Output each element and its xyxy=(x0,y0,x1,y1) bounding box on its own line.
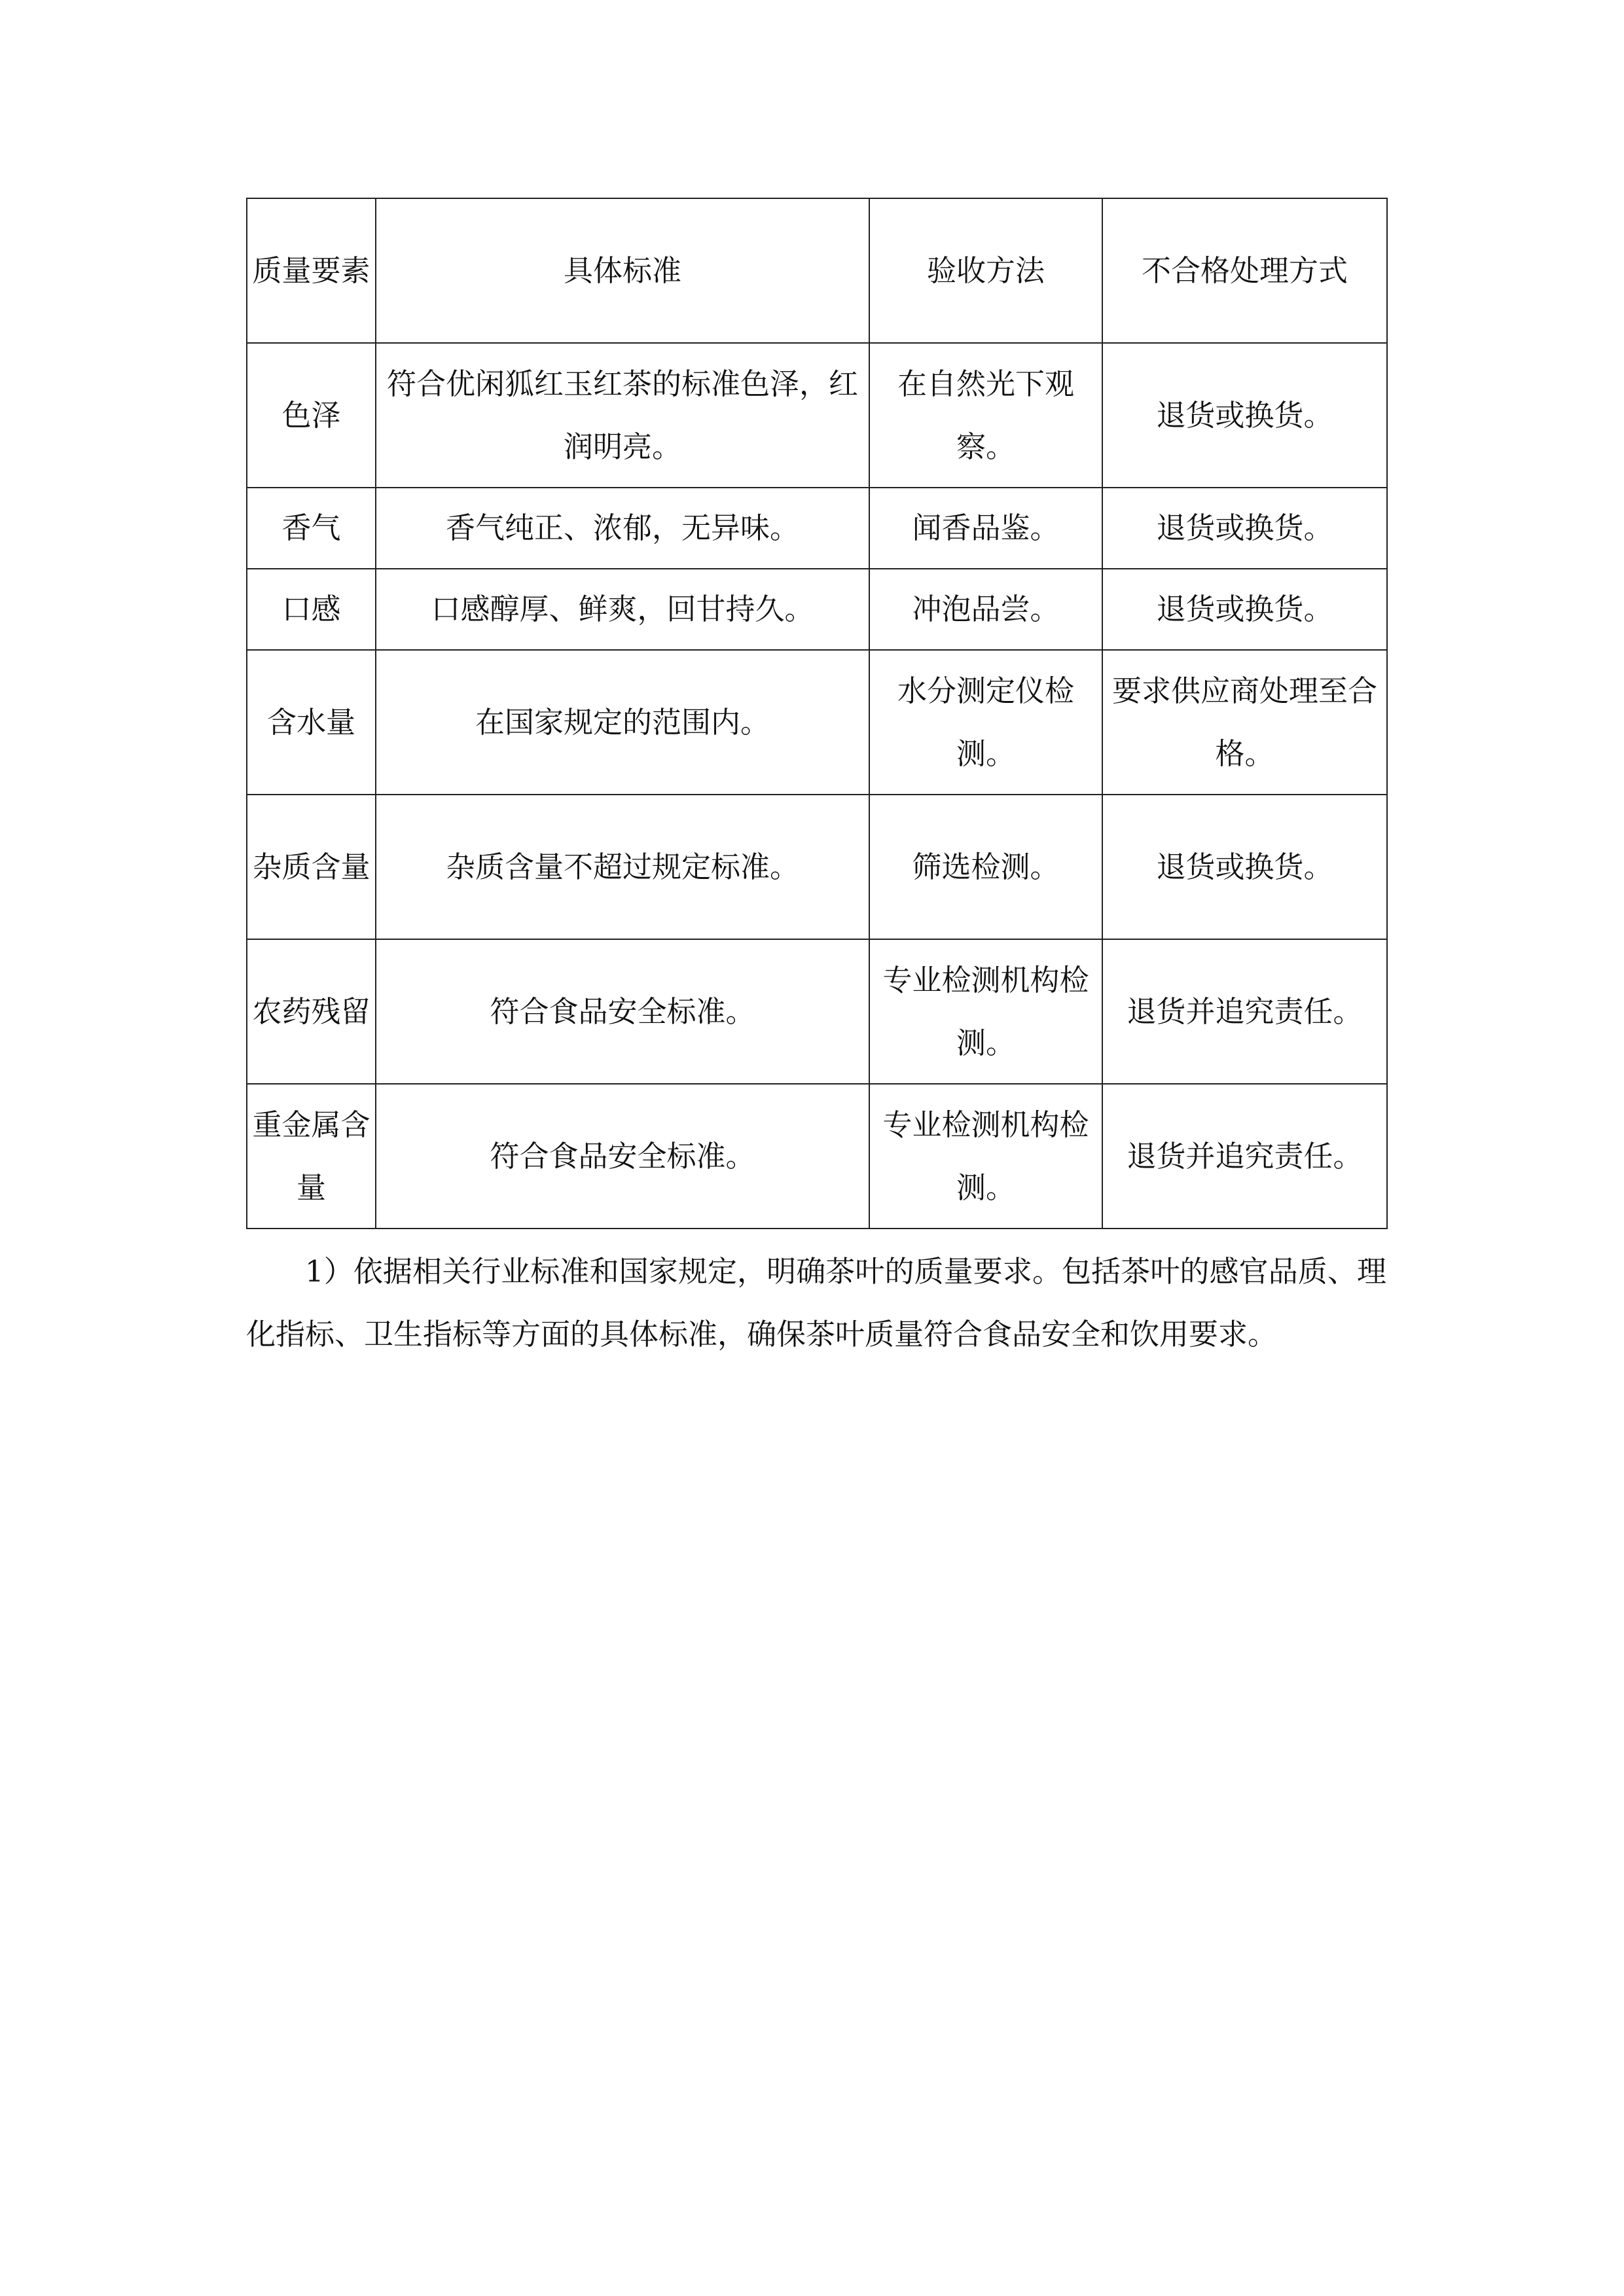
factor-cell: 含水量 xyxy=(247,650,376,795)
method-cell: 在自然光下观察。 xyxy=(869,343,1102,488)
action-cell: 退货并追究责任。 xyxy=(1102,939,1387,1084)
action-cell: 退货或换货。 xyxy=(1102,569,1387,650)
header-cell: 验收方法 xyxy=(869,198,1102,343)
factor-cell: 杂质含量 xyxy=(247,795,376,939)
method-cell: 专业检测机构检测。 xyxy=(869,1084,1102,1229)
body-paragraph: 1）依据相关行业标准和国家规定，明确茶叶的质量要求。包括茶叶的感官品质、理化指标、卫生指标等方面的具体标准，确保茶叶质量符合食品安全和饮用要求。 xyxy=(246,1254,1386,1352)
table-row xyxy=(247,1084,1387,1229)
header-cell: 具体标准 xyxy=(376,198,869,343)
action-cell: 退货或换货。 xyxy=(1102,488,1387,569)
factor-cell: 口感 xyxy=(247,569,376,650)
table-row xyxy=(247,795,1387,939)
header-cell: 不合格处理方式 xyxy=(1102,198,1387,343)
method-cell: 专业检测机构检测。 xyxy=(869,939,1102,1084)
table-row xyxy=(247,939,1387,1084)
action-cell: 要求供应商处理至合格。 xyxy=(1102,650,1387,795)
table-header-row xyxy=(247,198,1387,343)
factor-cell: 香气 xyxy=(247,488,376,569)
table-row xyxy=(247,343,1387,488)
standard-cell: 在国家规定的范围内。 xyxy=(376,650,869,795)
action-cell: 退货或换货。 xyxy=(1102,343,1387,488)
factor-cell: 重金属含量 xyxy=(247,1084,376,1229)
standard-cell: 符合食品安全标准。 xyxy=(376,1084,869,1229)
header-cell: 质量要素 xyxy=(247,198,376,343)
method-cell: 水分测定仪检测。 xyxy=(869,650,1102,795)
factor-cell: 色泽 xyxy=(247,343,376,488)
standard-cell: 符合优闲狐红玉红茶的标准色泽，红润明亮。 xyxy=(376,343,869,488)
standard-cell: 杂质含量不超过规定标准。 xyxy=(376,795,869,939)
method-cell: 冲泡品尝。 xyxy=(869,569,1102,650)
action-cell: 退货并追究责任。 xyxy=(1102,1084,1387,1229)
table-row xyxy=(247,650,1387,795)
quality-standards-table xyxy=(246,198,1388,1229)
method-cell: 闻香品鉴。 xyxy=(869,488,1102,569)
table-row xyxy=(247,569,1387,650)
standard-cell: 口感醇厚、鲜爽，回甘持久。 xyxy=(376,569,869,650)
table-row xyxy=(247,488,1387,569)
factor-cell: 农药残留 xyxy=(247,939,376,1084)
method-cell: 筛选检测。 xyxy=(869,795,1102,939)
action-cell: 退货或换货。 xyxy=(1102,795,1387,939)
standard-cell: 香气纯正、浓郁，无异味。 xyxy=(376,488,869,569)
standard-cell: 符合食品安全标准。 xyxy=(376,939,869,1084)
